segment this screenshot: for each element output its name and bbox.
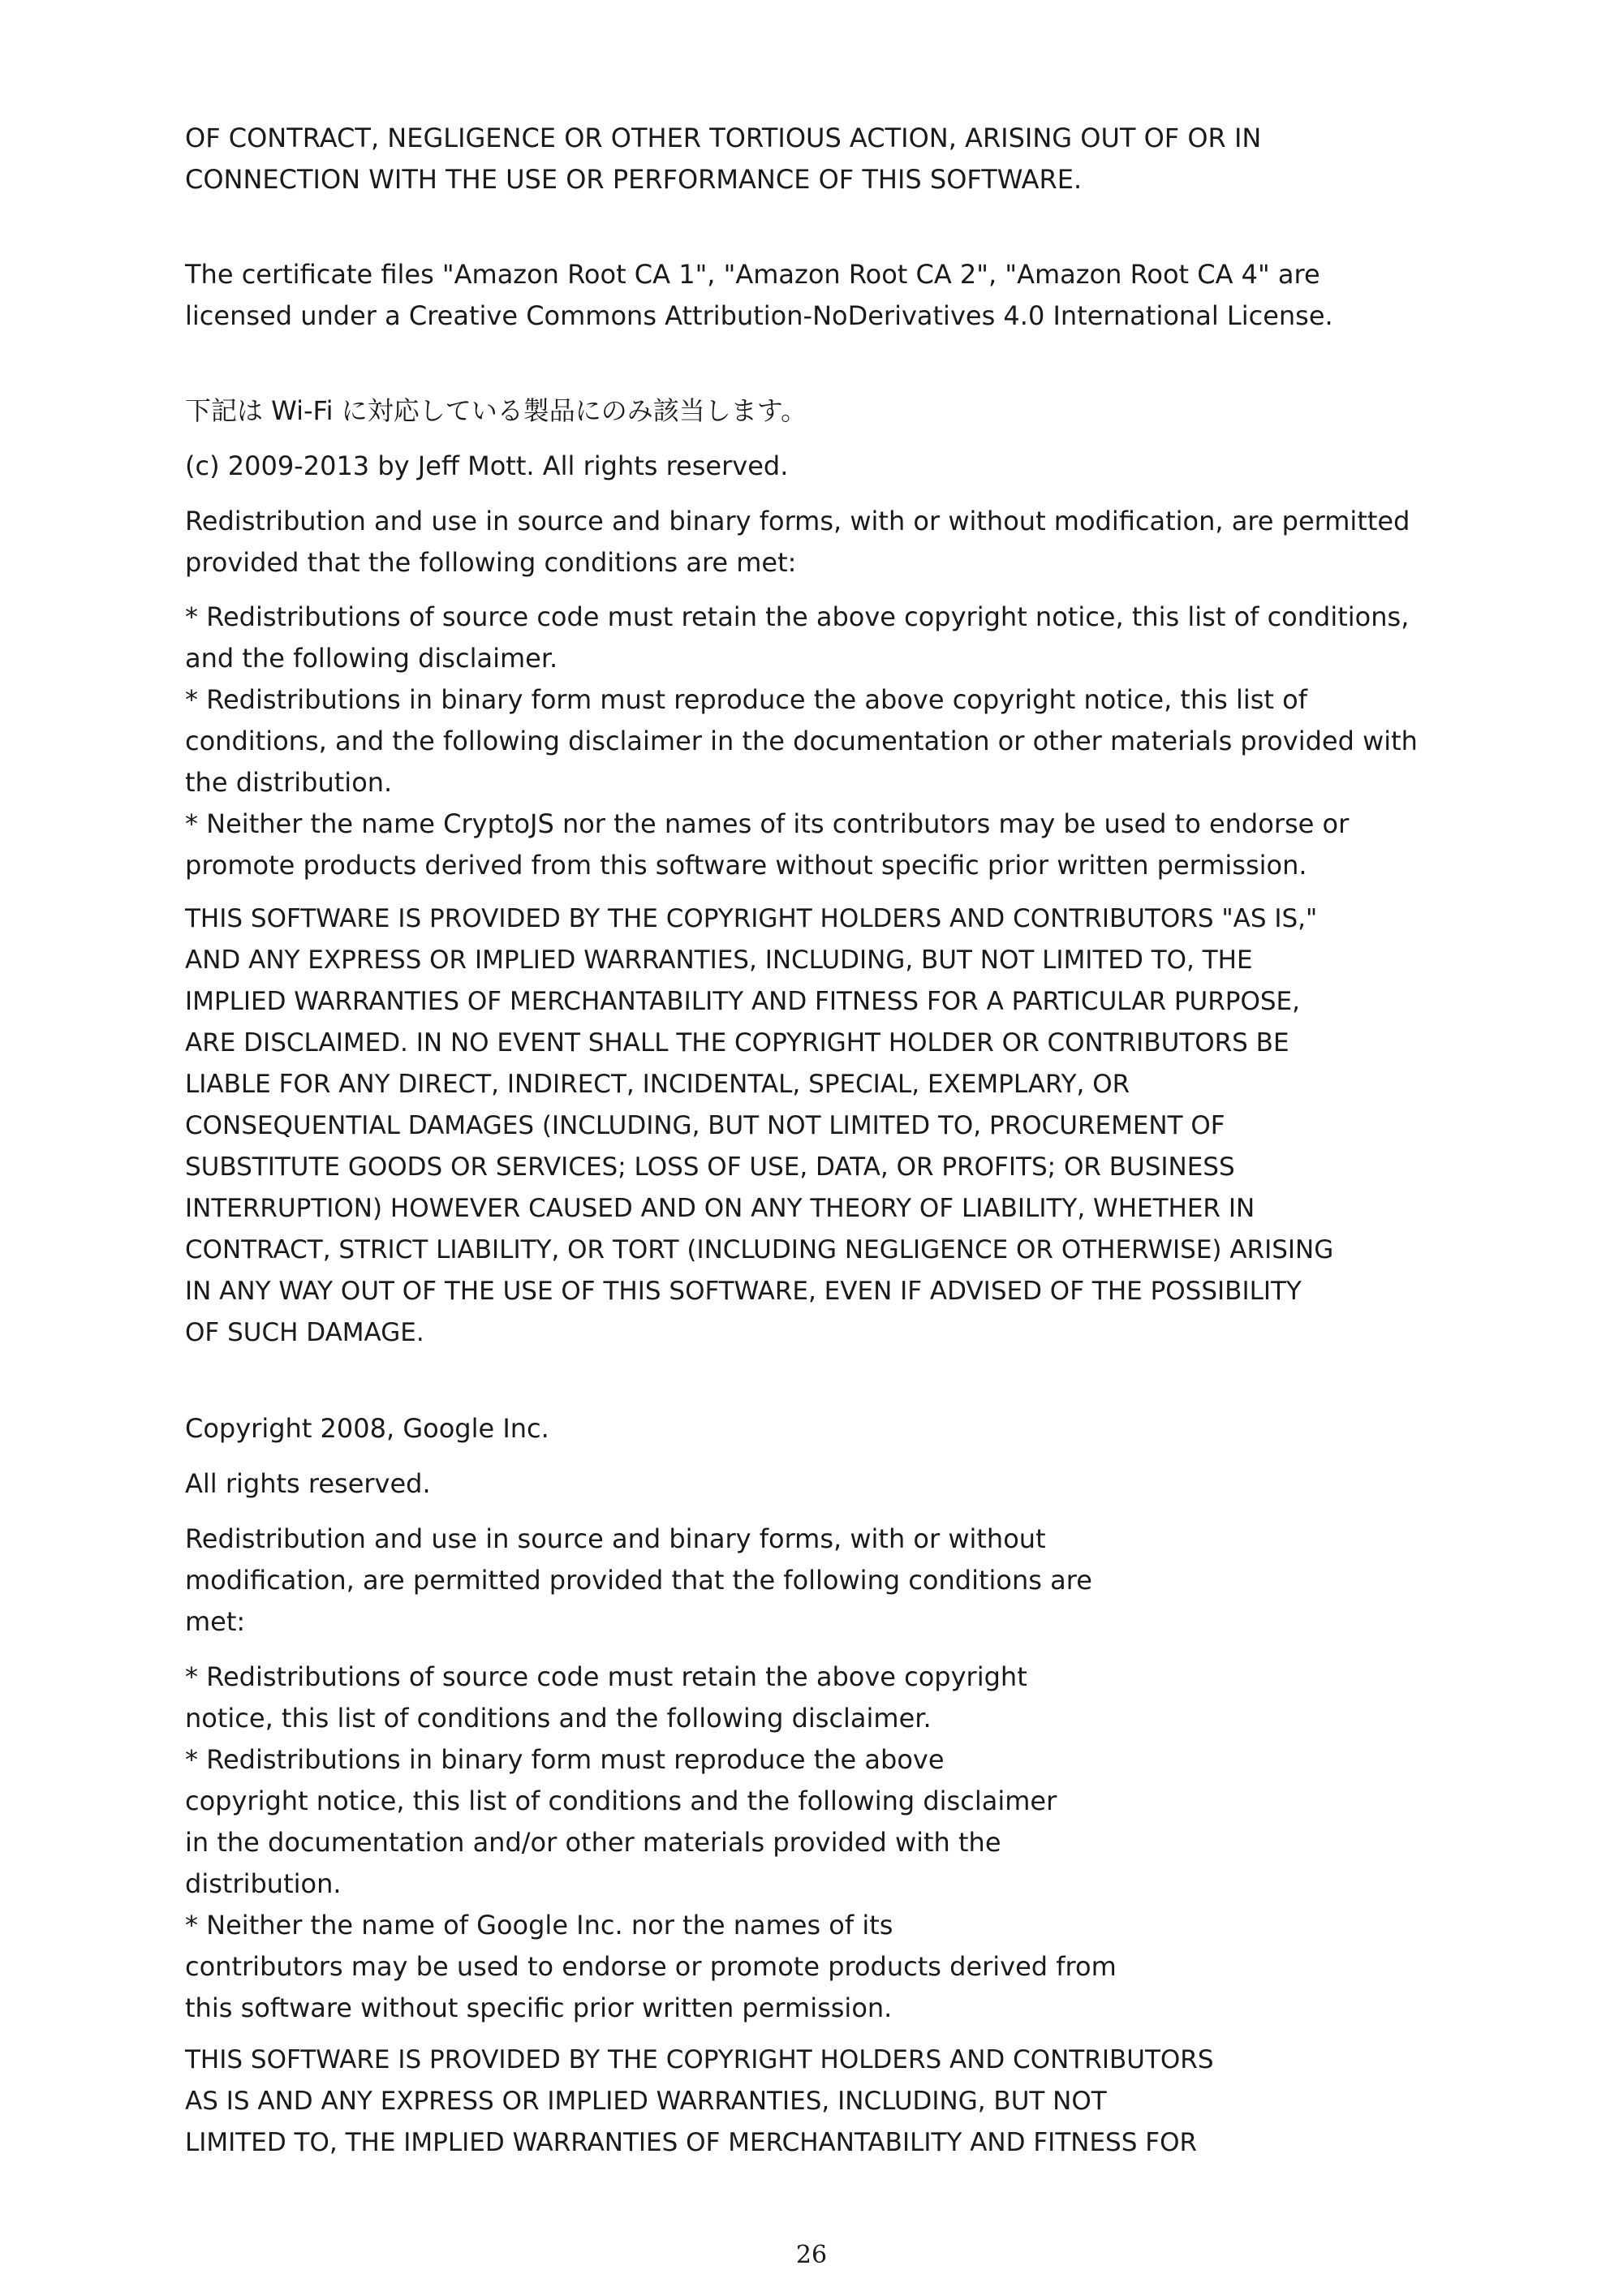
paragraph-tortious-action-clause: OF CONTRACT, NEGLIGENCE OR OTHER TORTIOUS ACTION, ARISING OUT OF OR IN CONNECTION WITH THE USE OR PERFORMANCE OF THIS SOFTWARE. [185,123,1262,195]
paragraph-cryptojs-disclaimer: THIS SOFTWARE IS PROVIDED BY THE COPYRIGHT HOLDERS AND CONTRIBUTORS "AS IS," AND ANY EXPRESS OR IMPLIED WARRANTIES, INCLUDING, BUT NOT LIMITED TO, THE IMPLIED WARRANTIES OF MERCHANTABILITY AND FITNESS FOR A PARTICULAR PURPOSE, ARE DISCLAIMED. IN NO EVENT SHALL THE COPYRIGHT HOLDER OR CONTRIBUTORS BE LIABLE FOR ANY DIRECT, INDIRECT, INCIDENTAL, SPECIAL, EXEMPLARY, OR CONSEQUENTIAL DAMAGES (INCLUDING, BUT NOT LIMITED TO, PROCUREMENT OF SUBSTITUTE GOODS OR SERVICES; LOSS OF USE, DATA, OR PROFITS; OR BUSINESS INTERRUPTION) HOWEVER CAUSED AND ON ANY THEORY OF LIABILITY, WHETHER IN CONTRACT, STRICT LIABILITY, OR TORT (INCLUDING NEGLIGENCE OR OTHERWISE) ARISING IN ANY WAY OUT OF THE USE OF THIS SOFTWARE, EVEN IF ADVISED OF THE POSSIBILITY OF SUCH DAMAGE. [185,904,1334,1347]
paragraph-google-disclaimer: THIS SOFTWARE IS PROVIDED BY THE COPYRIGHT HOLDERS AND CONTRIBUTORS AS IS AND ANY EXPRESS OR IMPLIED WARRANTIES, INCLUDING, BUT NOT LIMITED TO, THE IMPLIED WARRANTIES OF MERCHANTABILITY AND FITNESS FOR [185,2045,1214,2157]
paragraph-google-rights-reserved: All rights reserved. [185,1468,431,1499]
paragraph-cryptojs-redistribution: Redistribution and use in source and binary forms, with or without modification, are permitted provided that the following conditions are met: [185,506,1410,578]
paragraph-google-conditions: * Redistributions of source code must retain the above copyright notice, this list of conditions and the following disclaimer. * Redistributions in binary form must reproduce the above copyright notice, this list of conditions and the following disclaimer in the documentation and/or other materials provided with the distribution. * Neither the name of Google Inc. nor the names of its contributors may be used to endorse or promote products derived from this software without specific prior written permission. [185,1661,1117,2023]
paragraph-google-redistribution: Redistribution and use in source and binary forms, with or without modification, are permitted provided that the following conditions are met: [185,1523,1092,1637]
paragraph-cryptojs-conditions: * Redistributions of source code must retain the above copyright notice, this list of conditions, and the following disclaimer. * Redistributions in binary form must reproduce the above copyright notice, this list of conditions, and the following disclaimer in the documentation or other materials provided with the distribution. * Neither the name CryptoJS nor the names of its contributors may be used to endorse or promote products derived from this software without specific prior written permission. [185,601,1418,881]
paragraph-cryptojs-copyright: (c) 2009-2013 by Jeff Mott. All rights reserved. [185,450,789,481]
page-number: 26 [795,2241,828,2269]
paragraph-amazon-certificate-license: The certificate files "Amazon Root CA 1", "Amazon Root CA 2", "Amazon Root CA 4" are licensed under a Creative Commons Attribution-NoDerivatives 4.0 International License. [185,259,1333,331]
paragraph-google-copyright: Copyright 2008, Google Inc. [185,1413,549,1444]
paragraph-wifi-note: 下記は Wi-Fi に対応している製品にのみ該当します。 [185,395,807,426]
